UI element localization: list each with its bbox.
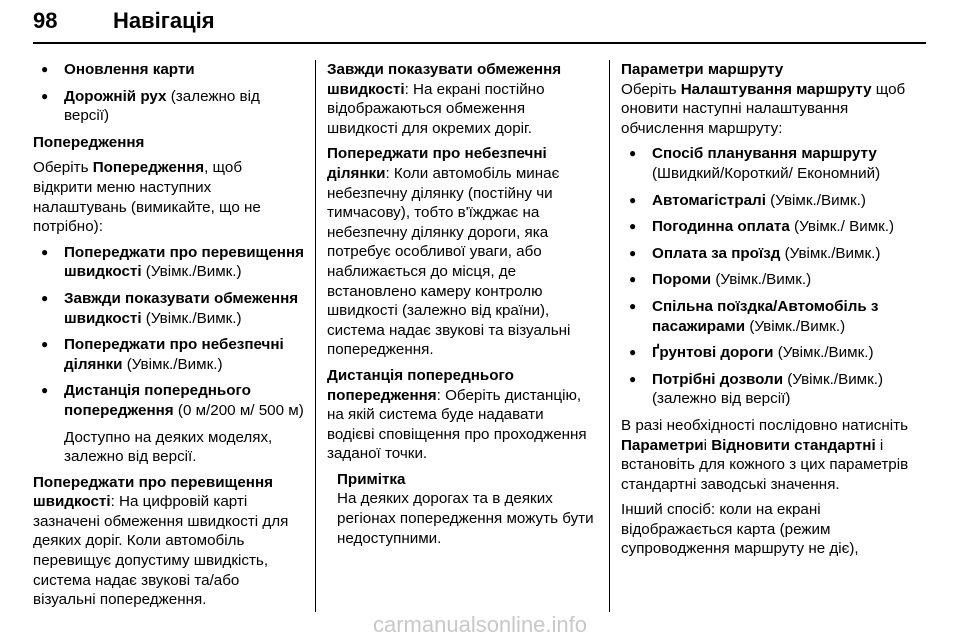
watermark: carmanualsonline.info <box>372 612 588 637</box>
route-options-list <box>621 144 911 409</box>
list-item: ● Погодинна оплата (Увімк./ Вимк.) <box>621 217 911 237</box>
list-item: ● Оновлення карти <box>33 60 305 80</box>
list-item: ● Автомагістралі (Увімк./Вимк.) <box>621 191 911 211</box>
column-middle <box>327 60 595 548</box>
page-header <box>33 6 926 46</box>
note-box <box>327 470 595 548</box>
column-divider <box>315 60 316 612</box>
header-rule <box>33 42 926 44</box>
column-divider <box>609 60 610 612</box>
column-left <box>33 60 305 616</box>
list-item: ● Завжди показувати обмеження швидкості (Увімк./Вимк.) <box>33 289 305 328</box>
list-item: ● Ґрунтові дороги (Увімк./Вимк.) <box>621 343 911 363</box>
list-item: ● Попереджати про перевищення швидкості (Увімк./Вимк.) <box>33 243 305 282</box>
distance-paragraph: Дистанція попереднього попередження: Оберіть дистанцію, на якій система буде надавати водієві сповіщення про проходження заданої точки. <box>327 366 587 463</box>
column-right <box>621 60 911 565</box>
route-heading: Параметри маршруту <box>621 61 784 78</box>
list-item: ● Дистанція попереднього попередження (0 м/200 м/ 500 м) <box>33 381 305 420</box>
list-item: ● Потрібні дозволи (Увімк./Вимк.) (залежно від версії) <box>621 370 911 409</box>
warnings-heading: Попередження <box>33 133 145 151</box>
warnings-intro: Оберіть Попередження, щоб відкрити меню наступних налаштувань (вимикайте, що не потрібно): <box>33 159 261 236</box>
note-body: На деяких дорогах та в деяких регіонах попередження можуть бути недоступними. <box>337 490 594 547</box>
danger-paragraph: Попереджати про небезпечні ділянки: Коли автомобіль минає небезпечну ділянку (постійну чи тимчасову), тобто в'їжджає на небезпечну ділянку дороги, яка потребує особливої уваги, або наближається до місця, де встановлено камеру контролю швидкості (залежно від країни), система надає звукові та візуальні попередження. <box>327 145 571 359</box>
list-item: ● Спільна поїздка/Автомобіль з пасажирами (Увімк./Вимк.) <box>621 297 911 336</box>
section-title: Навігація <box>113 8 215 33</box>
list-item: ● Дорожній рух (залежно від версії) <box>33 87 305 126</box>
availability-note: Доступно на деяких моделях, залежно від версії. <box>64 428 273 466</box>
warnings-list <box>33 243 305 421</box>
note-title: Примітка <box>337 470 406 488</box>
always-show-paragraph: Завжди показувати обмеження швидкості: На екрані постійно відображаються обмеження швидкості для окремих доріг. <box>327 61 562 137</box>
speeding-paragraph: Попереджати про перевищення швидкості: На цифровій карті зазначені обмеження швидкості для деяких доріг. Коли автомобіль перевищує допустиму швидкість, система надає звукові та/або візуальні попередження. <box>33 473 289 609</box>
page-number: 98 <box>33 8 58 33</box>
list-item: ● Оплата за проїзд (Увімк./Вимк.) <box>621 244 911 264</box>
top-bullet-list <box>33 60 305 126</box>
list-item: ● Пороми (Увімк./Вимк.) <box>621 270 911 290</box>
route-intro: Оберіть Налаштування маршруту щоб оновити наступні налаштування обчислення маршруту: <box>621 80 906 137</box>
list-item: ● Спосіб планування маршруту (Швидкий/Короткий/ Економний) <box>621 144 911 183</box>
restore-paragraph: В разі необхідності послідовно натисніть Параметриі Відновити стандартні і встановіть для кожного з цих параметрів стандартні заводські значення. <box>621 416 909 493</box>
list-item: ● Попереджати про небезпечні ділянки (Увімк./Вимк.) <box>33 335 305 374</box>
other-method-paragraph: Інший спосіб: коли на екрані відображається карта (режим супроводження маршруту не діє), <box>621 501 859 558</box>
